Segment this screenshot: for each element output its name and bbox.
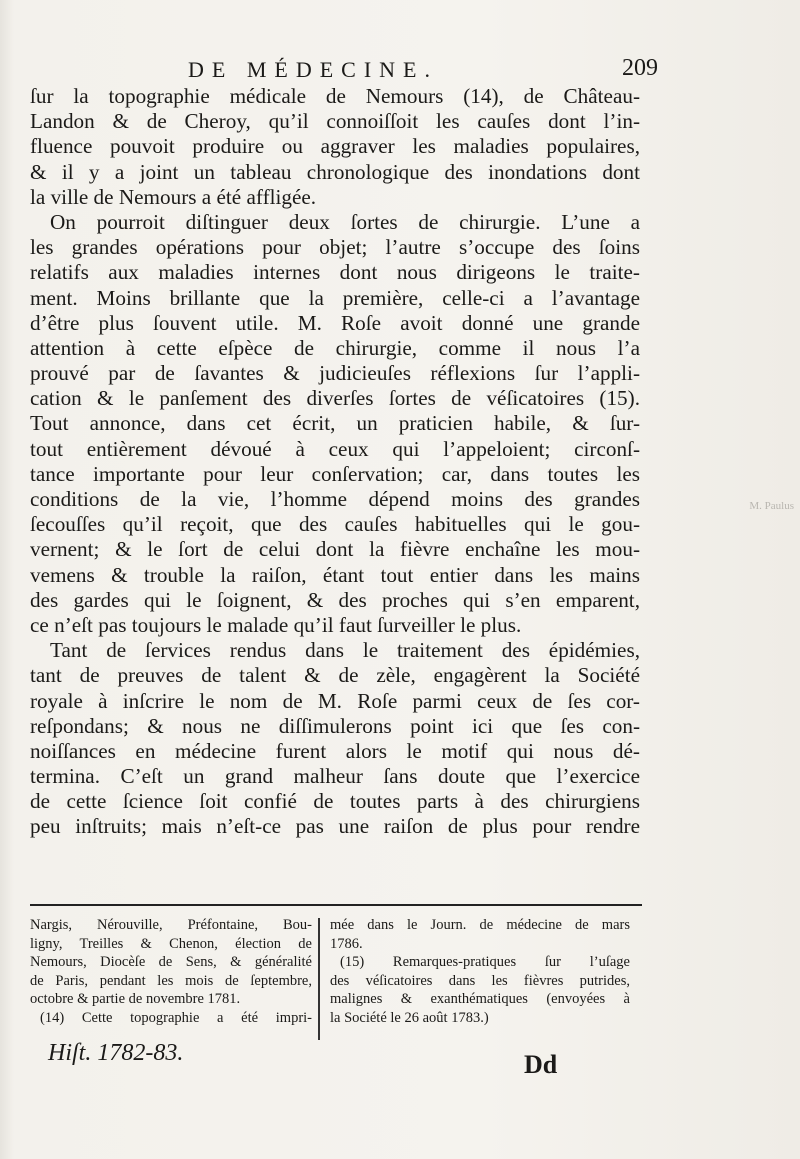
text-line: Tant de ſervices rendus dans le traitement des épidémies, — [50, 638, 640, 663]
footnote-line: malignes & exanthématiques (envoyées à — [330, 991, 630, 1008]
text-line: ſecouſſes qu’il reçoit, que des cauſes habituelles qui le gou- — [30, 512, 640, 537]
bleed-through-text: M. Paulus — [749, 500, 794, 512]
gathering-signature: Dd — [524, 1050, 558, 1079]
text-line: attention à cette eſpèce de chirurgie, comme il nous l’a — [30, 335, 640, 360]
footnote-line: Nemours, Diocèſe de Sens, & généralité — [30, 954, 312, 971]
footnote-line: (15) Remarques-pratiques ſur l’uſage — [340, 954, 630, 971]
text-line: ce n’eſt pas toujours le malade qu’il faut ſurveiller le plus. — [30, 612, 522, 637]
footnotes-left-column — [30, 916, 312, 1028]
text-line: vemens & trouble la raiſon, étant tout entier dans les mains — [30, 562, 640, 587]
text-line: Landon & de Cheroy, qu’il connoiſſoit les cauſes dont l’in- — [30, 109, 640, 134]
text-line: tance importante pour leur conſervation; car, dans toutes les — [30, 461, 640, 486]
text-line: les grandes opérations pour objet; l’autre s’occupe des ſoins — [30, 235, 640, 260]
running-head: DE MÉDECINE. — [188, 57, 438, 82]
text-line: noiſſances en médecine furent alors le motif qui nous dé- — [30, 738, 640, 763]
signature-line: Hiſt. 1782-83. — [48, 1040, 184, 1066]
footnote-rule — [30, 904, 642, 906]
text-line: royale à inſcrire le nom de M. Roſe parmi ceux de ſes cor- — [30, 688, 640, 713]
text-line: & il y a joint un tableau chronologique des inondations dont — [30, 159, 640, 184]
text-line: tant de preuves de talent & de zèle, engagèrent la Société — [30, 663, 640, 688]
text-line: termina. C’eſt un grand malheur ſans doute que l’exercice — [30, 764, 640, 789]
footnote-line: mée dans le Journ. de médecine de mars — [330, 917, 630, 933]
footnote-divider — [318, 918, 320, 1040]
footnotes-right-column — [330, 916, 630, 1028]
footnote-line: Nargis, Nérouville, Préfontaine, Bou- — [30, 917, 312, 933]
text-line: reſpondans; & nous ne diſſimulerons point ici que ſes con- — [30, 713, 640, 738]
footnote-line: des véſicatoires dans les fièvres putrides, — [330, 972, 630, 989]
text-line: prouvé par de ſavantes & judicieuſes réflexions ſur l’appli- — [30, 361, 640, 386]
text-line: peu inſtruits; mais n’eſt-ce pas une raiſon de plus pour rendre — [30, 814, 640, 839]
text-line: des gardes qui le ſoignent, & des proches qui s’en emparent, — [30, 587, 640, 612]
text-line: ment. Moins brillante que la première, celle-ci a l’avantage — [30, 285, 640, 310]
text-line: On pourroit diſtinguer deux ſortes de chirurgie. L’une a — [50, 209, 640, 234]
footnote-line: ligny, Treilles & Chenon, élection de — [30, 935, 312, 952]
text-line: de cette ſcience ſoit confié de toutes parts à des chirurgiens — [30, 789, 640, 814]
text-line: d’être plus ſouvent utile. M. Roſe avoit donné une grande — [30, 310, 640, 335]
text-line: relatifs aux maladies internes dont nous dirigeons le traite- — [30, 260, 640, 285]
page-number: 209 — [622, 55, 658, 81]
text-line: Tout annonce, dans cet écrit, un praticien habile, & ſur- — [30, 411, 640, 436]
text-line: cation & le panſement des diverſes ſortes de véſicatoires (15). — [30, 386, 640, 411]
footnote-line: de Paris, pendant les mois de ſeptembre, — [30, 972, 312, 989]
text-line: la ville de Nemours a été affligée. — [30, 184, 317, 209]
page-header — [28, 57, 658, 85]
text-line: vernent; & le ſort de celui dont la fièvre enchaîne les mou- — [30, 537, 640, 562]
main-text — [30, 84, 640, 840]
text-line: fluence pouvoit produire ou aggraver les maladies populaires, — [30, 134, 640, 159]
footnote-line: (14) Cette topographie a été impri- — [40, 1009, 312, 1026]
text-line: conditions de la vie, l’homme dépend moins des grandes — [30, 487, 640, 511]
text-line: tout entièrement dévoué à ceux qui l’appeloient; circonſ- — [30, 436, 640, 461]
footnote-line: la Société le 26 août 1783.) — [330, 1009, 489, 1026]
text-line: ſur la topographie médicale de Nemours (14), de Château- — [30, 84, 640, 108]
footnote-line: 1786. — [330, 935, 363, 952]
footnote-line: octobre & partie de novembre 1781. — [30, 991, 241, 1008]
